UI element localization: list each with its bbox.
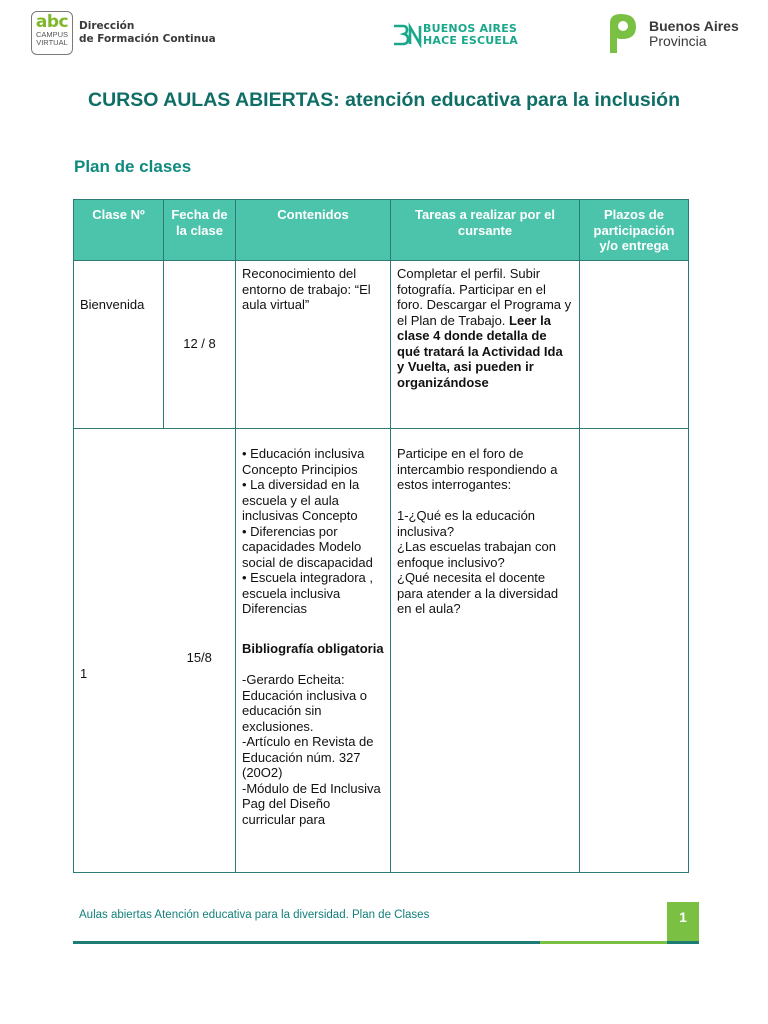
clase-value: Bienvenida [80, 297, 145, 312]
cell-tareas [391, 261, 580, 429]
footer-text: Aulas abiertas Atención educativa para la diversidad. Plan de Clases [79, 909, 430, 921]
plan-de-clases-table [73, 199, 689, 873]
section-heading: Plan de clases [74, 157, 192, 176]
abc-logo-text: abc [35, 12, 69, 32]
header-fecha: Fecha de la clase [164, 200, 236, 261]
page-header [0, 0, 768, 70]
tareas-text: Completar el perfil. Subir fotografía. Participar en el foro. Descargar el Programa y el Plan de Trabajo. [397, 266, 572, 328]
cell-fecha [164, 261, 236, 429]
fecha-value: 15/8 [186, 650, 212, 665]
document-title: CURSO AULAS ABIERTAS: atención educativa para la inclusión [88, 89, 680, 111]
escuela-line1: BUENOS AIRES [423, 22, 518, 35]
header-tareas: Tareas a realizar por el cursante [391, 200, 580, 261]
cell-plazos [580, 261, 689, 429]
tareas-value: Participe en el foro de intercambio respondiendo a estos interrogantes: 1-¿Qué es la educación inclusiva? ¿Las escuelas trabajan con enfoque inclusivo? ¿Qué necesita el docente para atender a la diversidad en el aula? [397, 446, 559, 616]
bibliografia-list: -Gerardo Echeita: Educación inclusiva o educación sin exclusiones. -Artículo en Revista de Educación núm. 327 (20O2) -Módulo de Ed Inclusiva Pag del Diseño curricular para [242, 672, 381, 827]
table-row [74, 429, 689, 873]
cell-clase [74, 261, 164, 429]
bibliografia-title: Bibliografía obligatoria [242, 640, 384, 656]
org-name [79, 20, 216, 46]
abc-campus-virtual-logo [31, 11, 73, 55]
header-contenidos: Contenidos [236, 200, 391, 261]
fecha-value: 12 / 8 [183, 336, 216, 351]
provincia-p-mark-icon [606, 13, 640, 55]
tareas-emphasis: Leer la clase 4 donde detalla de qué tratará la Actividad Ida y Vuelta, asi pueden ir organizándose [397, 312, 563, 390]
provincia-line2: Provincia [649, 33, 707, 49]
cell-contenidos [236, 261, 391, 429]
cell-contenidos [236, 429, 391, 873]
escuela-line2: HACE ESCUELA [423, 34, 519, 47]
cell-plazos [580, 429, 689, 873]
contenidos-value: • Educación inclusiva Concepto Principios • La diversidad en la escuela y el aula inclusivas Concepto • Diferencias por capacidades Modelo social de discapacidad • Escuela integradora , escuela inclusiva Diferencias [242, 446, 374, 616]
page-number: 1 [667, 902, 699, 944]
header-plazos: Plazos de participación y/o entrega [580, 200, 689, 261]
hace-escuela-mark-icon [392, 22, 422, 48]
provincia-line1: Buenos Aires [649, 18, 739, 34]
abc-logo-sub1: CAMPUS [35, 30, 69, 39]
org-name-line2: de Formación Continua [79, 33, 216, 45]
footer-divider-accent [540, 941, 667, 944]
clase-value: 1 [80, 666, 88, 681]
cell-clase [74, 429, 164, 873]
table-header-row [74, 200, 689, 261]
table-row [74, 261, 689, 429]
cell-tareas [391, 429, 580, 873]
contenidos-value: Reconocimiento del entorno de trabajo: “El aula virtual” [242, 266, 371, 312]
org-name-line1: Dirección [79, 20, 135, 32]
cell-fecha [164, 429, 236, 873]
header-clase: Clase Nº [74, 200, 164, 261]
abc-logo-sub2: VIRTUAL [36, 38, 68, 47]
